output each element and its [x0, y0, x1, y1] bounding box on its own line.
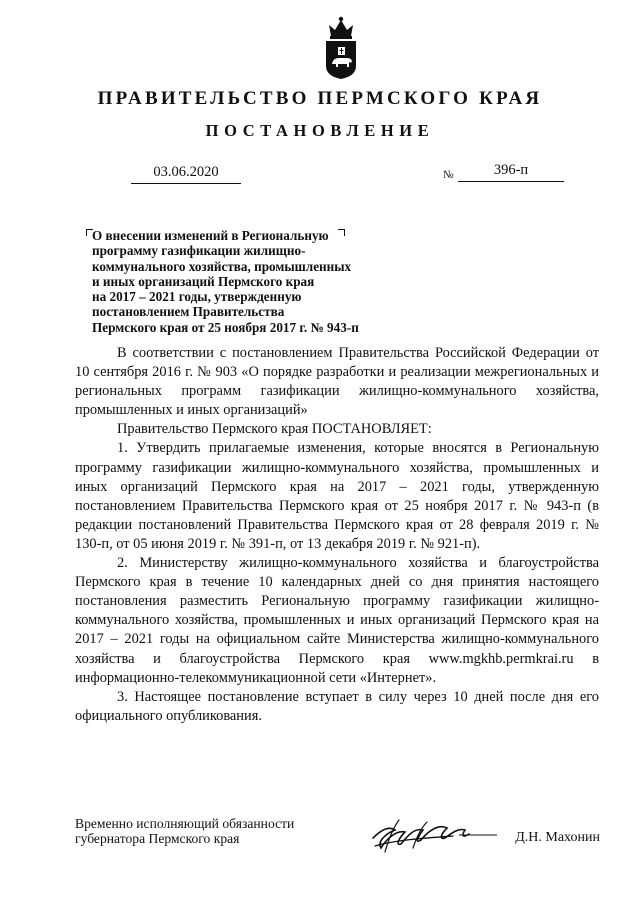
date-underline [131, 183, 241, 184]
perm-krai-coat-of-arms-icon [322, 14, 360, 80]
subject-line: постановлением Правительства [92, 304, 285, 320]
position-line: Временно исполняющий обязанности [75, 816, 295, 831]
position-line: губернатора Пермского края [75, 831, 240, 846]
document-type-title: ПОСТАНОВЛЕНИЕ [205, 121, 435, 140]
preamble-paragraph: В соответствии с постановлением Правительства Российской Федерации от 10 сентября 2016 г. № 903 «О порядке разработки и реализации межрегиональных и региональных программ газификации жилищно-коммунального хозяйства, промышленных и иных организаций» [75, 345, 599, 419]
signer-name: Д.Н. Махонин [515, 830, 600, 845]
decree-body [75, 344, 599, 726]
subject-line: и иных организаций Пермского края [92, 273, 315, 289]
number-underline [458, 181, 564, 182]
subject-line: на 2017 – 2021 годы, утвержденную [92, 289, 302, 305]
government-title: ПРАВИТЕЛЬСТВО ПЕРМСКОГО КРАЯ [97, 88, 543, 109]
subject-line: О внесении изменений в Региональную [92, 228, 329, 243]
clause-3-paragraph: 3. Настоящее постановление вступает в силу через 10 дней после дня его официального опубликования. [75, 688, 599, 724]
resolution-paragraph: Правительство Пермского края ПОСТАНОВЛЯЕТ: [117, 421, 432, 438]
subject-line: Пермского края от 25 ноября 2017 г. № 943-п [92, 319, 359, 335]
decree-date: 03.06.2020 [153, 164, 219, 180]
subject-line: коммунального хозяйства, промышленных [92, 258, 352, 274]
clause-1-paragraph: 1. Утвердить прилагаемые изменения, которые вносятся в Региональную программу газификации жилищно-коммунального хозяйства, промышленных и иных организаций Пермского края на 2017 – 2021 годы, утвержденную постановлением Правительства Пермского края от 25 ноября 2017 г. № 943-п (в редакции постановлений Правительства Пермского края от 28 февраля 2019 г. № 130-п, от 05 июня 2019 г. № 391-п, от 13 декабря 2019 г. № 921-п). [75, 440, 599, 552]
subject-line: программу газификации жилищно- [92, 243, 306, 259]
decree-number: 396-п [493, 162, 529, 178]
decree-subject [92, 228, 422, 335]
signatory-position [75, 816, 355, 846]
handwritten-signature-icon [355, 808, 505, 860]
number-sign: № [443, 169, 454, 181]
clause-2-paragraph: 2. Министерству жилищно-коммунального хозяйства и благоустройства Пермского края в течение 10 календарных дней со дня принятия настоящего постановления разместить Региональную программу газификации жилищно-коммунального хозяйства, промышленных и иных организаций Пермского края на 2017 – 2021 годы на официальном сайте Министерства жилищно-коммунального хозяйства и благоустройства Пермского края www.mgkhb.permkrai.ru в информационно-телекоммуникационной сети «Интернет». [75, 555, 599, 686]
